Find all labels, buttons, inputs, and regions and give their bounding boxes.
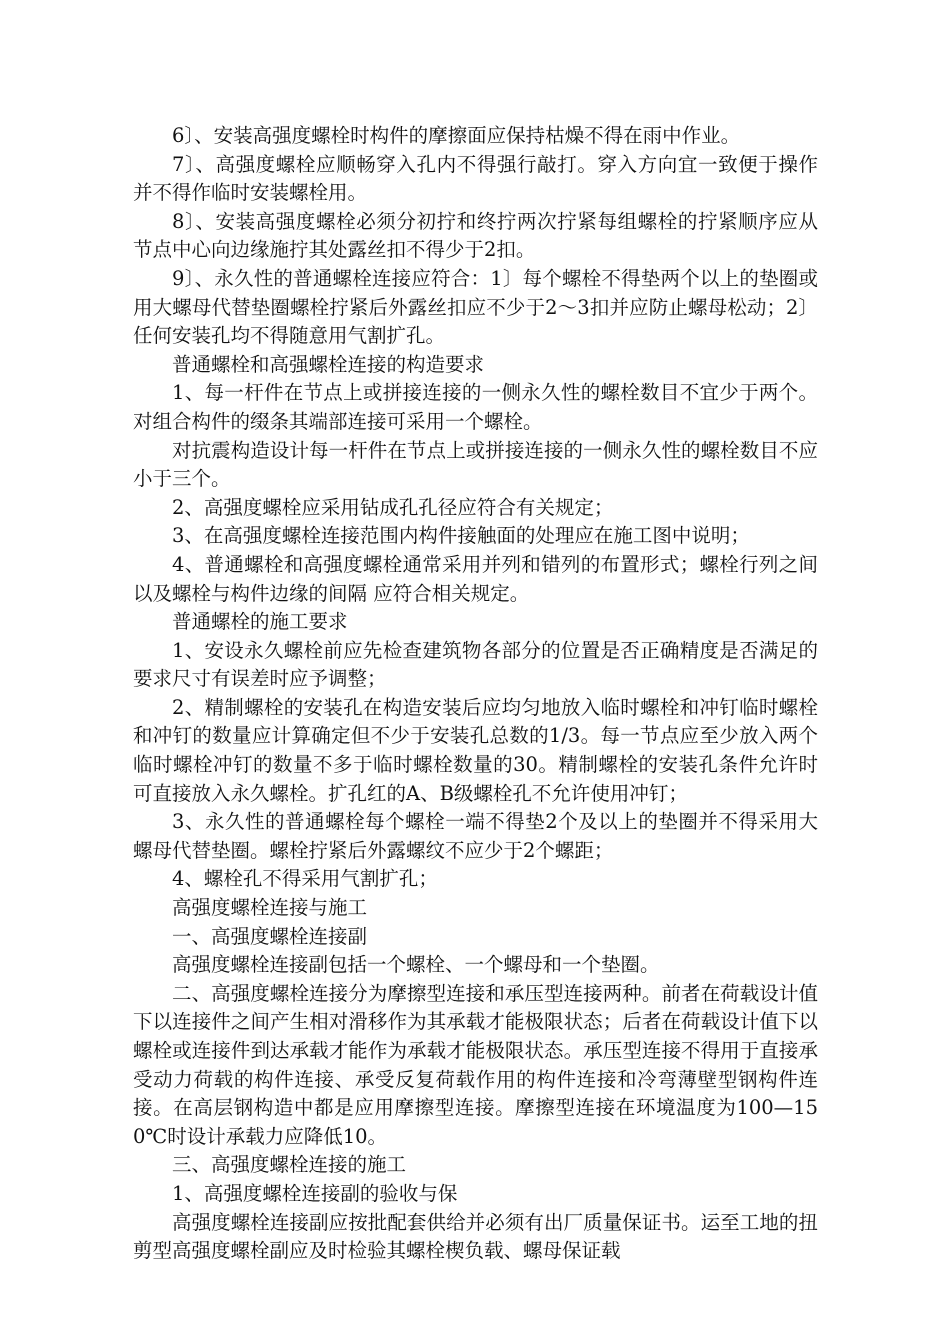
document-body — [133, 122, 818, 1266]
subsection-heading: 三、高强度螺栓连接的施工 — [172, 1153, 407, 1177]
paragraph: 1、每一杆件在节点上或拼接连接的一侧永久性的螺栓数目不宜少于两个。对组合构件的缀条其端部连接可采用一个螺栓。 — [133, 381, 818, 433]
section-heading: 普通螺栓和高强螺栓连接的构造要求 — [172, 352, 485, 376]
section-heading: 高强度螺栓连接与施工 — [172, 896, 368, 920]
paragraph: 7〕、高强度螺栓应顺畅穿入孔内不得强行敲打。穿入方向宜一致便于操作并不得作临时安装螺栓用。 — [133, 152, 818, 205]
paragraph: 2、精制螺栓的安装孔在构造安装后应均匀地放入临时螺栓和冲钉临时螺栓和冲钉的数量应计算确定但不少于安装孔总数的1/3。每一节点应至少放入两个临时螺栓冲钉的数量不多于临时螺栓数量的30。精制螺栓的安装孔条件允许时可直接放入永久螺栓。扩孔红的A、B级螺栓孔不允许使用冲钉； — [133, 695, 818, 805]
paragraph: 2、高强度螺栓应采用钻成孔孔径应符合有关规定； — [172, 495, 614, 519]
section-heading: 普通螺栓的施工要求 — [172, 610, 348, 634]
paragraph: 3、在高强度螺栓连接范围内构件接触面的处理应在施工图中说明； — [172, 524, 750, 548]
paragraph: 高强度螺栓连接副应按批配套供给并必须有出厂质量保证书。运至工地的扭剪型高强度螺栓副应及时检验其螺栓楔负载、螺母保证载 — [133, 1210, 818, 1263]
paragraph: 4、螺栓孔不得采用气割扩孔； — [172, 867, 438, 891]
subsection-heading: 1、高强度螺栓连接副的验收与保 — [172, 1181, 458, 1205]
paragraph: 3、永久性的普通螺栓每个螺栓一端不得垫2个及以上的垫圈并不得采用大螺母代替垫圈。螺栓拧紧后外露螺纹不应少于2个螺距； — [133, 810, 818, 862]
paragraph: 二、高强度螺栓连接分为摩擦型连接和承压型连接两种。前者在荷载设计值下以连接件之间产生相对滑移作为其承载才能极限状态；后者在荷载设计值下以螺栓或连接件到达承载才能作为承载才能极限状态。承压型连接不得用于直接承受动力荷载的构件连接、承受反复荷载作用的构件连接和冷弯薄壁型钢构件连接。在高层钢构造中都是应用摩擦型连接。摩擦型连接在环境温度为100—150℃时设计承载力应降低10。 — [133, 981, 818, 1148]
subsection-heading: 一、高强度螺栓连接副 — [172, 924, 368, 948]
paragraph: 8〕、安装高强度螺栓必须分初拧和终拧两次拧紧每组螺栓的拧紧顺序应从节点中心向边缘施拧其处露丝扣不得少于2扣。 — [133, 209, 818, 262]
paragraph: 9〕、永久性的普通螺栓连接应符合：1〕每个螺栓不得垫两个以上的垫圈或用大螺母代替垫圈螺栓拧紧后外露丝扣应不少于2～3扣并应防止螺母松动；2〕任何安装孔均不得随意用气割扩孔。 — [133, 266, 818, 348]
paragraph: 1、安设永久螺栓前应先检查建筑物各部分的位置是否正确精度是否满足的要求尺寸有误差时应予调整； — [133, 638, 818, 691]
paragraph: 4、普通螺栓和高强度螺栓通常采用并列和错列的布置形式；螺栓行列之间以及螺栓与构件边缘的间隔 应符合相关规定。 — [133, 552, 818, 605]
paragraph: 对抗震构造设计每一杆件在节点上或拼接连接的一侧永久性的螺栓数目不应小于三个。 — [133, 438, 818, 491]
paragraph: 高强度螺栓连接副包括一个螺栓、一个螺母和一个垫圈。 — [172, 953, 660, 977]
paragraph: 6〕、安装高强度螺栓时构件的摩擦面应保持枯燥不得在雨中作业。 — [172, 124, 741, 147]
